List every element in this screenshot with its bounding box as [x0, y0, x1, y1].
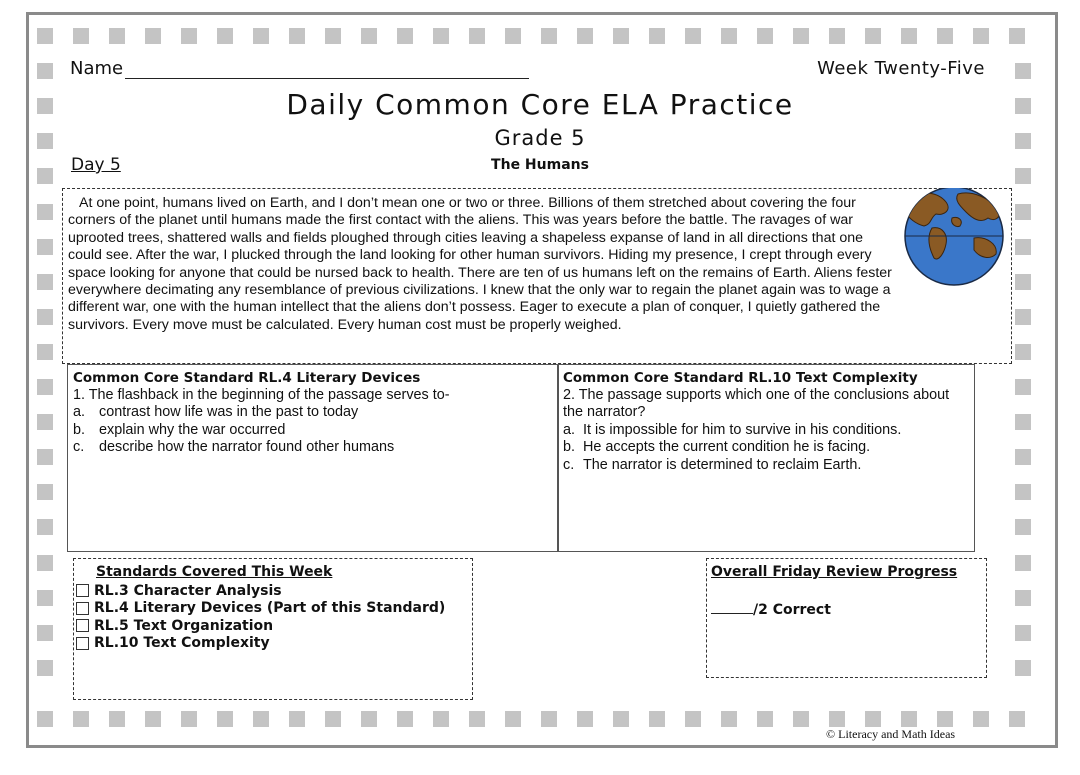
border-square	[865, 28, 881, 44]
border-square	[37, 555, 53, 571]
checkbox[interactable]	[76, 584, 89, 597]
border-square	[541, 711, 557, 727]
border-square	[181, 711, 197, 727]
checkbox[interactable]	[76, 602, 89, 615]
border-square	[433, 711, 449, 727]
border-square	[685, 711, 701, 727]
earth-globe-icon	[902, 188, 1006, 288]
border-square	[73, 711, 89, 727]
border-square	[397, 28, 413, 44]
border-square	[109, 28, 125, 44]
border-square	[469, 711, 485, 727]
border-square	[37, 590, 53, 606]
question-1-standard: Common Core Standard RL.4 Literary Devices	[73, 370, 421, 386]
border-square	[37, 379, 53, 395]
border-square	[1015, 274, 1031, 290]
border-square	[1015, 555, 1031, 571]
border-square	[1015, 379, 1031, 395]
page-title: Daily Common Core ELA Practice	[286, 88, 794, 121]
question-1-option-b[interactable]: b. explain why the war occurred	[73, 421, 286, 438]
question-2-option-b[interactable]: b. He accepts the current condition he is facing.	[563, 439, 871, 456]
border-square	[829, 711, 845, 727]
border-square	[1015, 344, 1031, 360]
border-square	[613, 711, 629, 727]
standard-item-rl5[interactable]: RL.5 Text Organization	[76, 617, 445, 635]
standard-item-rl10[interactable]: RL.10 Text Complexity	[76, 635, 445, 653]
border-square	[1015, 590, 1031, 606]
border-square	[217, 28, 233, 44]
standards-heading: Standards Covered This Week	[96, 564, 333, 580]
border-square	[145, 28, 161, 44]
border-square	[793, 711, 809, 727]
standards-list	[76, 582, 445, 652]
border-square	[541, 28, 557, 44]
border-square	[289, 28, 305, 44]
border-square	[397, 711, 413, 727]
copyright-notice: © Literacy and Math Ideas	[826, 727, 956, 741]
standard-item-rl4[interactable]: RL.4 Literary Devices (Part of this Standard)	[76, 600, 445, 618]
border-square	[37, 344, 53, 360]
border-square	[325, 711, 341, 727]
checkbox[interactable]	[76, 619, 89, 632]
question-2-box	[557, 364, 975, 552]
border-square	[685, 28, 701, 44]
border-square	[1015, 239, 1031, 255]
border-square	[37, 414, 53, 430]
border-square	[973, 711, 989, 727]
passage-title: The Humans	[491, 157, 589, 173]
border-square	[325, 28, 341, 44]
border-square	[181, 28, 197, 44]
border-square	[757, 28, 773, 44]
border-square	[793, 28, 809, 44]
border-square	[613, 28, 629, 44]
score-suffix: /2 Correct	[753, 602, 831, 618]
question-1-option-a[interactable]: a. contrast how life was in the past to today	[73, 404, 359, 421]
question-1-option-c[interactable]: c. describe how the narrator found other humans	[73, 439, 395, 456]
border-square	[1015, 204, 1031, 220]
grade-label: Grade 5	[494, 126, 586, 150]
border-square	[1015, 414, 1031, 430]
week-label: Week Twenty-Five	[817, 58, 985, 79]
border-square	[1015, 519, 1031, 535]
border-square	[505, 711, 521, 727]
border-square	[361, 28, 377, 44]
border-square	[253, 711, 269, 727]
border-square	[973, 28, 989, 44]
border-square	[37, 711, 53, 727]
border-square	[505, 28, 521, 44]
border-square	[937, 28, 953, 44]
border-square	[37, 519, 53, 535]
border-square	[1015, 449, 1031, 465]
border-square	[37, 625, 53, 641]
passage-box	[62, 188, 1012, 364]
question-2-text: 2. The passage supports which one of the conclusions about the narrator?	[563, 387, 950, 421]
border-square	[469, 28, 485, 44]
border-square	[757, 711, 773, 727]
name-blank-line[interactable]	[125, 60, 529, 79]
border-square	[145, 711, 161, 727]
border-square	[37, 274, 53, 290]
question-2-option-a[interactable]: a. It is impossible for him to survive in his conditions.	[563, 421, 902, 438]
border-square	[433, 28, 449, 44]
border-square	[73, 28, 89, 44]
border-square	[577, 711, 593, 727]
border-square	[649, 28, 665, 44]
border-square	[577, 28, 593, 44]
name-field[interactable]	[70, 58, 529, 79]
border-square	[1009, 711, 1025, 727]
border-square	[1009, 28, 1025, 44]
border-square	[361, 711, 377, 727]
score-field[interactable]	[711, 600, 831, 618]
border-square	[37, 239, 53, 255]
standard-item-rl3[interactable]: RL.3 Character Analysis	[76, 582, 445, 600]
border-square	[901, 28, 917, 44]
question-1-text: 1. The flashback in the beginning of the passage serves to-	[73, 387, 450, 403]
border-square	[829, 28, 845, 44]
border-square	[865, 711, 881, 727]
day-label: Day 5	[71, 155, 121, 175]
score-blank-line[interactable]	[711, 600, 753, 614]
border-square	[1015, 625, 1031, 641]
border-square	[649, 711, 665, 727]
checkbox[interactable]	[76, 637, 89, 650]
border-square	[37, 660, 53, 676]
border-square	[1015, 484, 1031, 500]
border-square	[253, 28, 269, 44]
border-square	[1015, 63, 1031, 79]
border-square	[937, 711, 953, 727]
border-square	[217, 711, 233, 727]
border-square	[109, 711, 125, 727]
border-square	[1015, 660, 1031, 676]
border-square	[289, 711, 305, 727]
border-square	[37, 449, 53, 465]
question-2-standard: Common Core Standard RL.10 Text Complexity	[563, 370, 918, 386]
border-square	[37, 63, 53, 79]
border-square	[37, 309, 53, 325]
border-square	[37, 484, 53, 500]
passage-text: At one point, humans lived on Earth, and I don’t mean one or two or three. Billions of them stretched about covering the four corners of the planet until humans made the first contact with the aliens. This was years before the battle. The ravages of war uprooted trees, shattered walls and fields ploughed through cities leaving a shapeless expanse of land in all directions that one could see. After the war, I plucked through the land looking for other human survivors. Hiding my presence, I crept through every space looking for anyone that could be nursed back to health. There are ten of us humans left on the remains of Earth. Aliens fester everywhere decimating any resemblance of previous civilizations. I knew that the only war to regain the planet again was to wage a different war, one with the human intellect that the aliens don’t possess. Eager to execute a plan of conquer, I quietly gathered the survivors. Every move must be calculated. Every human cost must be properly weighed.	[68, 195, 892, 333]
border-square	[37, 204, 53, 220]
border-square	[721, 711, 737, 727]
name-label: Name	[70, 58, 124, 79]
border-square	[1015, 309, 1031, 325]
question-1-box	[67, 364, 559, 552]
border-square	[901, 711, 917, 727]
question-2-option-c[interactable]: c. The narrator is determined to reclaim Earth.	[563, 456, 862, 473]
border-square	[721, 28, 737, 44]
review-heading: Overall Friday Review Progress	[711, 564, 958, 580]
border-square	[37, 28, 53, 44]
